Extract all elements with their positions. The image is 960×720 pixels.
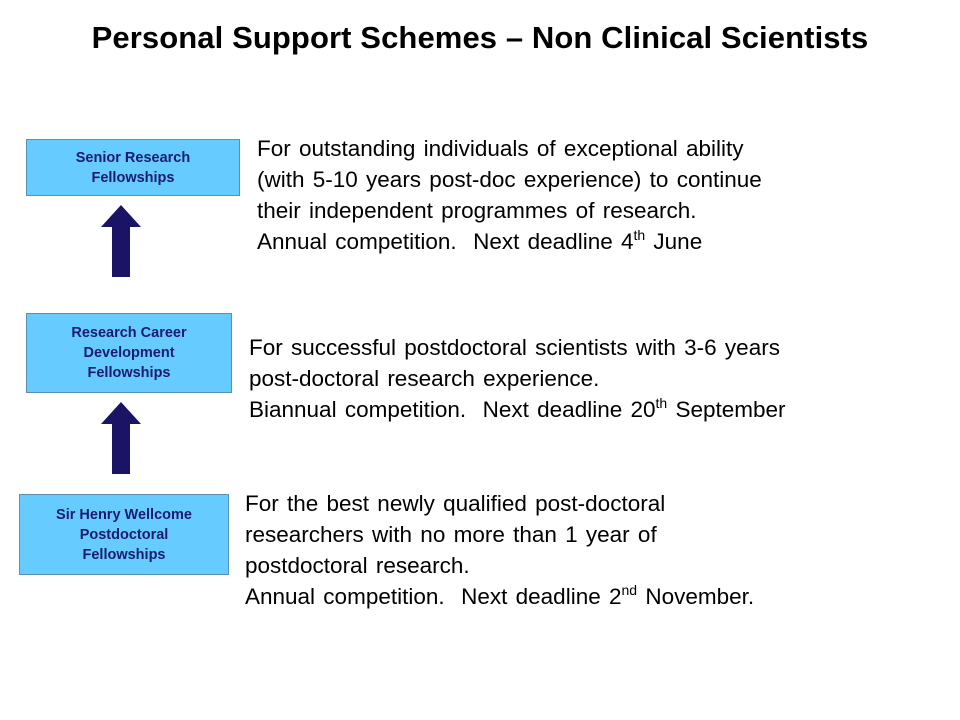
research-career-development-fellowships-box: [26, 313, 232, 393]
up-arrow-icon: [95, 402, 147, 476]
description-line: For outstanding individuals of exceptional ability: [257, 136, 744, 161]
box-line: Sir Henry Wellcome: [56, 506, 192, 523]
deadline-line: [257, 226, 762, 257]
box-line: Development: [83, 345, 175, 361]
deadline-text: Annual competition. Next deadline 4: [257, 229, 634, 254]
deadline-line: [249, 394, 786, 425]
deadline-month: September: [667, 397, 786, 422]
box-line: Fellowships: [82, 546, 166, 563]
sir-henry-wellcome-description: [245, 488, 754, 612]
description-line: For successful postdoctoral scientists with 3-6 years: [249, 335, 780, 360]
description-line: their independent programmes of research.: [257, 198, 697, 223]
deadline-month: November.: [637, 584, 755, 609]
senior-research-description: [257, 133, 762, 257]
box-line: Senior Research: [75, 149, 191, 166]
page-title: Personal Support Schemes – Non Clinical Scientists: [91, 20, 869, 55]
box-line: Fellowships: [91, 169, 175, 186]
sir-henry-wellcome-postdoctoral-fellowships-box: [19, 494, 229, 575]
description-line: post-doctoral research experience.: [249, 366, 600, 391]
description-line: For the best newly qualified post-doctoral: [245, 491, 666, 516]
deadline-ordinal: th: [633, 227, 646, 243]
deadline-line: [245, 581, 754, 612]
research-career-description: [249, 332, 786, 425]
deadline-text: Annual competition. Next deadline 2: [245, 584, 622, 609]
deadline-ordinal: nd: [621, 582, 638, 598]
box-line: Postdoctoral: [79, 526, 169, 543]
deadline-month: June: [645, 229, 703, 254]
box-line: Fellowships: [87, 365, 171, 381]
description-line: postdoctoral research.: [245, 553, 470, 578]
description-line: researchers with no more than 1 year of: [245, 522, 657, 547]
senior-research-fellowships-box: [26, 139, 240, 196]
box-line: Research Career: [71, 325, 187, 341]
description-line: (with 5-10 years post-doc experience) to continue: [257, 167, 762, 192]
up-arrow-icon: [95, 205, 147, 279]
deadline-ordinal: th: [655, 395, 668, 411]
deadline-text: Biannual competition. Next deadline 20: [249, 397, 656, 422]
